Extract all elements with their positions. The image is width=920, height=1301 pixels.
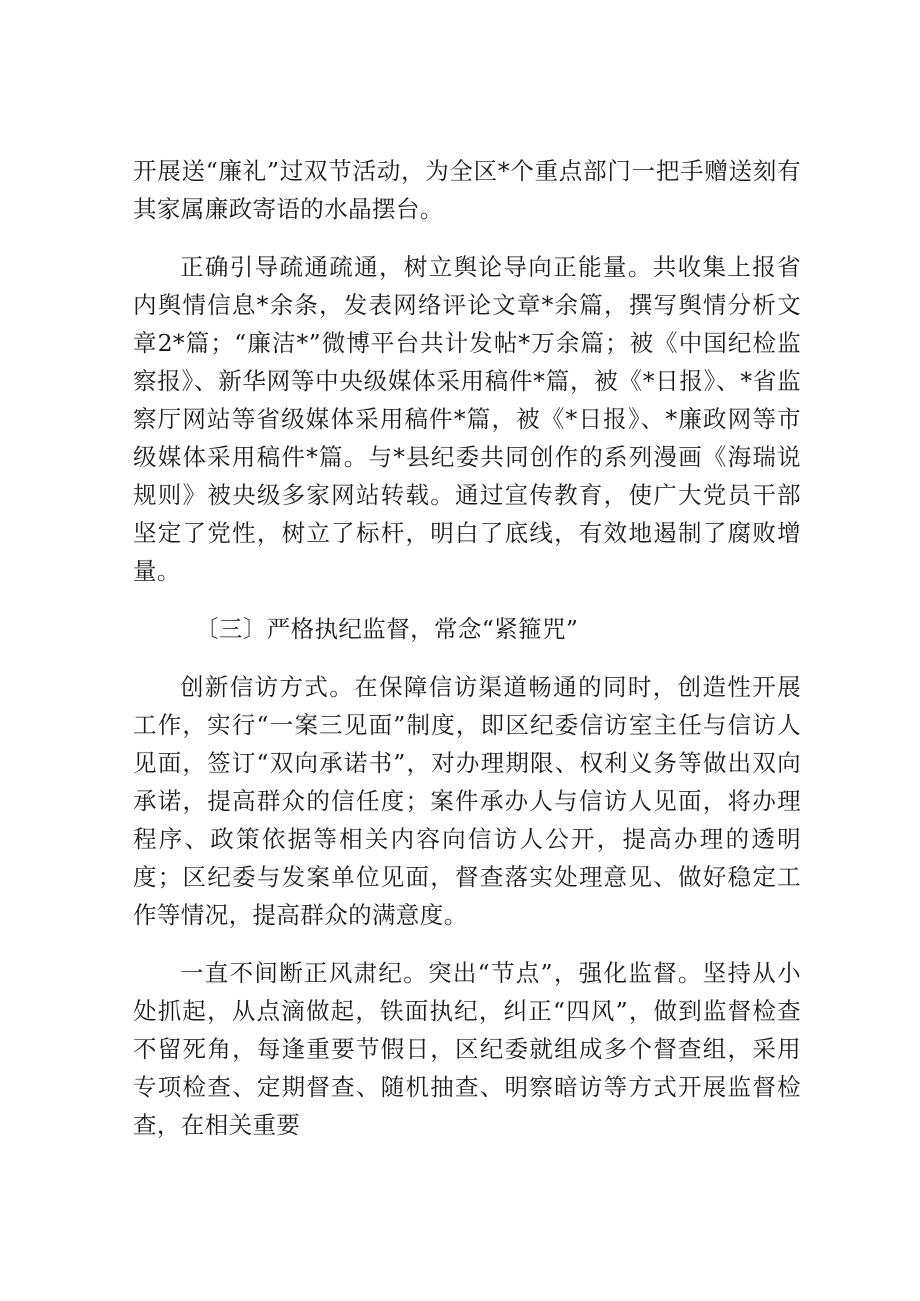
paragraph-petition-method: 创新信访方式。在保障信访渠道畅通的同时，创造性开展工作，实行“一案三见面”制度，即区纪委信访室主任与信访人见面，签订“双向承诺书”，对办理期限、权利义务等做出双向承诺，提高群众的信任度；案件承办人与信访人见面，将办理程序、政策依据等相关内容向信访人公开，提高办理的透明度；区纪委与发案单位见面，督查落实处理意见、做好稳定工作等情况，提高群众的满意度。: [133, 673, 801, 929]
section-heading-three: 〔三〕严格执纪监督，常念“紧箍咒”: [195, 615, 579, 643]
paragraph-discipline: 一直不间断正风肃纪。突出“节点”，强化监督。坚持从小处抓起，从点滴做起，铁面执纪，纠正“四风”，做到监督检查不留死角，每逢重要节假日，区纪委就组成多个督查组，采用专项检查、定期督查、随机抽查、明察暗访等方式开展监督检查，在相关重要: [133, 959, 801, 1139]
paragraph-continuation: 开展送“廉礼”过双节活动，为全区*个重点部门一把手赠送刻有其家属廉政寄语的水晶摆台。: [133, 157, 801, 223]
document-body: [133, 152, 801, 1164]
paragraph-public-opinion: 正确引导疏通疏通，树立舆论导向正能量。共收集上报省内舆情信息*余条，发表网络评论文章*余篇，撰写舆情分析文章2*篇；“廉洁*”微博平台共计发帖*万余篇；被《中国纪检监察报》、新华网等中央级媒体采用稿件*篇，被《*日报》、*省监察厅网站等省级媒体采用稿件*篇，被《*日报》、*廉政网等市级媒体采用稿件*篇。与*县纪委共同创作的系列漫画《海瑞说规则》被央级多家网站转载。通过宣传教育，使广大党员干部坚定了党性，树立了标杆，明白了底线，有效地遏制了腐败增量。: [133, 253, 801, 585]
